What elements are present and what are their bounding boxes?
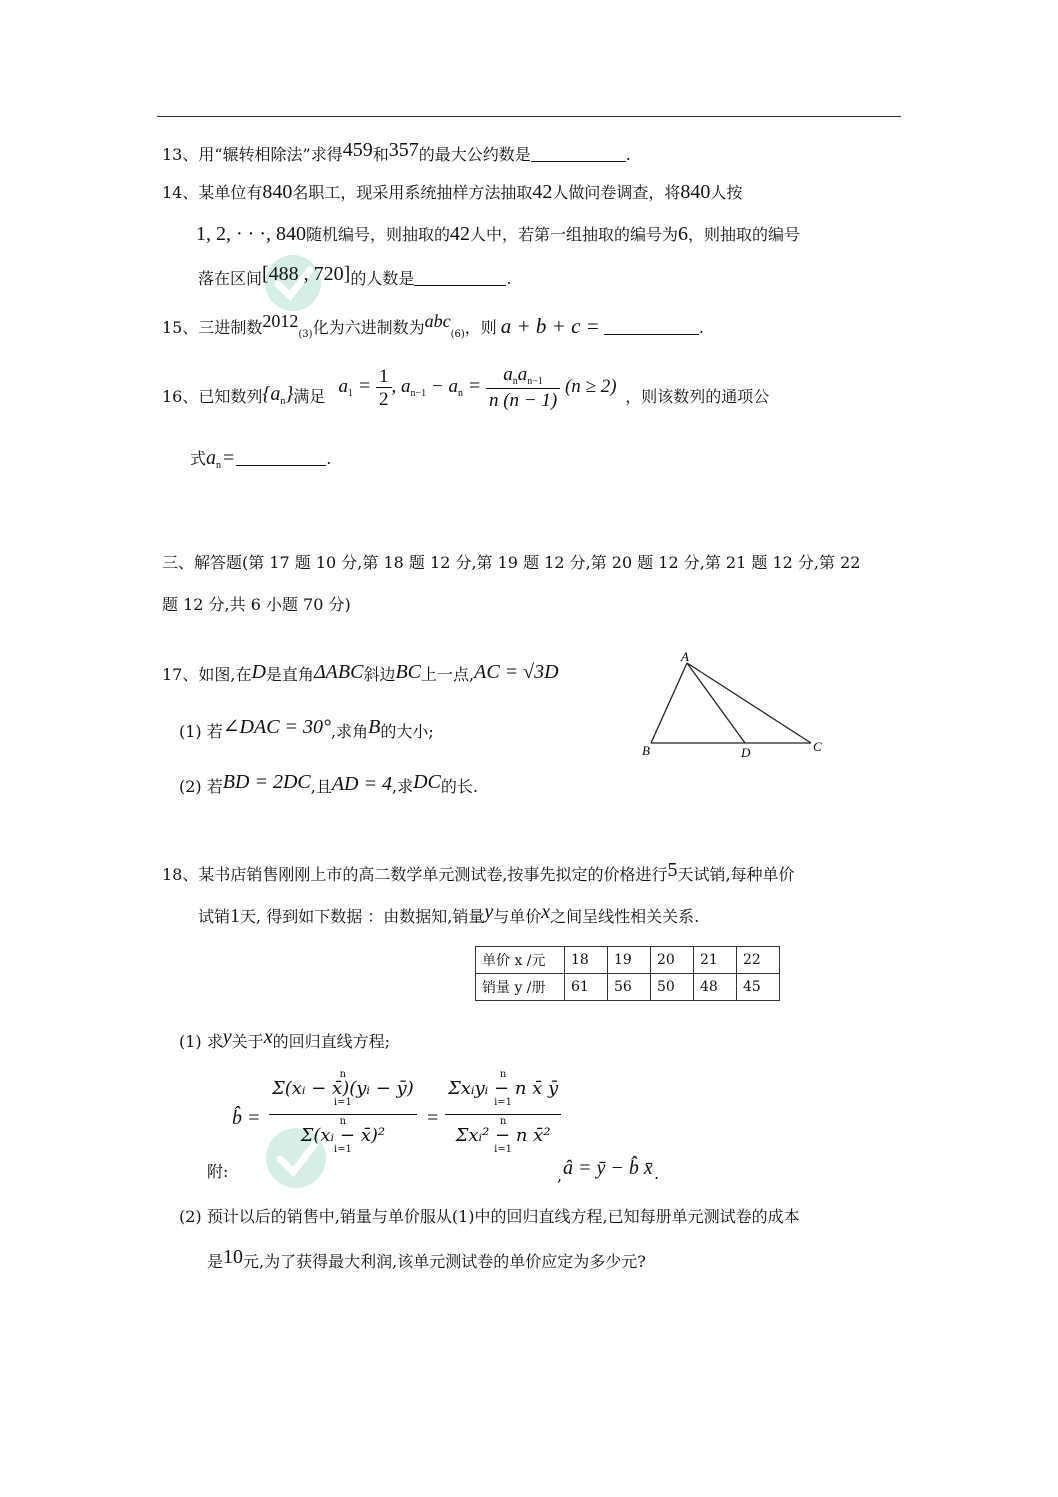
question-text: 的大小; <box>380 722 434 741</box>
question-text: 名职工，现采用系统抽样方法抽取 <box>292 183 533 202</box>
math-number: 459 <box>342 139 373 161</box>
part-number: (1) <box>179 1032 202 1051</box>
side-ac <box>687 663 811 743</box>
table-cell: 56 <box>608 974 651 1001</box>
table-cell: 20 <box>651 947 694 974</box>
fraction-2: n Σxᵢyᵢ − n x̄ ȳ i=1 n Σxᵢ² − n x̄² i=1 <box>445 1070 561 1155</box>
math-expression: a + b + c = <box>500 314 600 338</box>
answer-blank[interactable] <box>414 269 506 286</box>
question-text: 的长. <box>440 777 478 796</box>
question-text: 斜边 <box>363 665 396 684</box>
question-text: 天, 得到如下数据 ：由数据知,销量 <box>240 907 485 926</box>
math-number: 10 <box>223 1246 244 1268</box>
question-text: ，则 <box>464 318 497 337</box>
answer-blank[interactable] <box>236 449 326 466</box>
punctuation: . <box>625 145 631 164</box>
question-18-line-2 <box>198 902 699 926</box>
question-text: 落在区间 <box>198 269 263 288</box>
question-13 <box>162 140 631 163</box>
question-17 <box>162 662 559 683</box>
table-cell: 48 <box>694 974 737 1001</box>
vertex-label-c: C <box>813 739 822 754</box>
question-18-part-2-line-2 <box>207 1247 646 1270</box>
question-text: 关于 <box>231 1032 264 1051</box>
question-text: 某单位有 <box>198 183 263 202</box>
table-cell: 45 <box>737 974 780 1001</box>
math-triangle: ΔABC <box>313 661 364 683</box>
math-variable: abc <box>424 311 451 331</box>
question-text: 如图,在 <box>198 665 252 684</box>
math-variable: D <box>251 661 266 683</box>
question-text: 某书店销售刚刚上市的高二数学单元测试卷,按事先拟定的价格进行 <box>198 865 668 884</box>
question-number: 18、 <box>162 865 199 884</box>
table-row <box>476 974 780 1001</box>
question-text: 化为六进制数为 <box>312 318 425 337</box>
question-number: 13、 <box>162 145 199 164</box>
punctuation: , <box>557 1166 563 1185</box>
question-text: 人中，若第一组抽取的编号为 <box>470 225 679 244</box>
question-text: 已知数列 <box>198 386 263 406</box>
question-16 <box>162 365 769 410</box>
table-cell: 18 <box>565 947 608 974</box>
table-header-cell: 销量 y /册 <box>476 974 565 1001</box>
question-14-line-3 <box>198 264 511 287</box>
math-angle: ∠DAC = 30° <box>222 716 332 738</box>
math-subscript: (6) <box>450 329 465 340</box>
math-number: 42 <box>532 181 553 203</box>
side-ab <box>651 663 687 743</box>
question-number: 17、 <box>162 665 199 684</box>
punctuation: . <box>698 318 704 337</box>
table-cell: 50 <box>651 974 694 1001</box>
math-variable: B <box>368 716 381 738</box>
math-number: 42 <box>450 223 470 245</box>
section-heading-cont: 题 12 分,共 6 小题 70 分) <box>162 595 351 614</box>
question-17-part-1 <box>179 717 434 740</box>
question-text: 满足 <box>293 386 326 406</box>
math-number: 6 <box>678 223 689 245</box>
math-b-hat: b̂ = <box>232 1107 261 1129</box>
question-text: 预计以后的销售中,销量与单价服从(1)中的回归直线方程,已知每册单元测试卷的成本 <box>206 1207 800 1226</box>
table-cell: 61 <box>565 974 608 1001</box>
math-variable: x <box>541 901 551 923</box>
question-text: 与单价 <box>493 907 542 926</box>
question-18-line-1 <box>162 860 795 883</box>
fraction-1: n Σ(xᵢ − x̄)(yᵢ − ȳ) i=1 n Σ(xᵢ − x̄)² i=1 <box>269 1070 417 1155</box>
question-14-line-2 <box>196 224 800 244</box>
question-text: 求 <box>206 1032 223 1051</box>
appendix-label: 附: <box>207 1162 229 1181</box>
point-label-d: D <box>741 745 751 760</box>
math-number: 840 <box>680 181 711 203</box>
data-table <box>475 946 780 1001</box>
question-text: 试销 <box>198 907 231 926</box>
section-heading: 三、解答题(第 17 题 10 分,第 18 题 12 分,第 19 题 12 分,第 20 题 12 分,第 21 题 12 分,第 22 <box>162 553 861 572</box>
math-segment: DC <box>413 771 441 793</box>
question-text: ,且 <box>310 777 332 796</box>
math-number: 2012 <box>262 311 299 331</box>
question-text: 若 <box>206 777 223 796</box>
question-number: 14、 <box>162 183 199 202</box>
answer-blank[interactable] <box>531 145 626 162</box>
vertex-label-b: B <box>642 743 650 758</box>
math-number: 357 <box>388 139 419 161</box>
math-variable: y <box>222 1026 232 1048</box>
question-text: 之间呈线性相关关系. <box>550 907 700 926</box>
question-text: ,求 <box>391 777 414 796</box>
math-formula: $a_1$ = $\frac{1}{2}$ , $a_{n-1} - a_n$ = $\frac{a_na_{n-1}}{n (n - 1)}$ (n ≥ 2) <box>338 364 617 411</box>
math-number: 5 <box>667 859 678 881</box>
table-row <box>476 947 780 974</box>
math-subscript: (3) <box>298 329 313 340</box>
question-text: 用“辗转相除法”求得 <box>198 145 343 164</box>
math-variable: $a_n$ <box>206 447 222 471</box>
question-text: 若 <box>206 722 223 741</box>
part-number: (1) <box>179 722 202 741</box>
math-variable: y <box>484 901 494 923</box>
table-header-cell: 单价 x /元 <box>476 947 565 974</box>
math-operator: = <box>223 447 235 469</box>
math-expression: AC = √3D <box>474 661 559 683</box>
part-number: (2) <box>179 777 202 796</box>
question-text: 元,为了获得最大利润,该单元测试卷的单价应定为多少元? <box>243 1252 646 1271</box>
math-a-hat: â = ȳ − b̂ x̄ <box>563 1157 653 1179</box>
question-text: 是 <box>207 1252 224 1271</box>
question-17-part-2 <box>179 772 478 795</box>
vertex-label-a: A <box>681 649 689 664</box>
question-text: ,求角 <box>331 722 369 741</box>
math-sequence: $\{a_n\}$ <box>262 382 294 407</box>
math-segment: BC <box>395 661 422 683</box>
math-interval: [488 , 720] <box>262 263 351 285</box>
question-15 <box>162 312 704 340</box>
math-number: 840 <box>262 181 293 203</box>
punctuation: . <box>326 449 332 468</box>
math-sequence: 1, 2, · · ·, 840 <box>196 223 306 245</box>
header-rule <box>157 116 901 117</box>
question-text: 的回归直线方程; <box>272 1032 390 1051</box>
question-text: 随机编号，则抽取的 <box>305 225 450 244</box>
punctuation: . <box>654 1164 660 1183</box>
table-cell: 21 <box>694 947 737 974</box>
math-variable: x <box>263 1026 273 1048</box>
question-18-part-1 <box>179 1027 390 1050</box>
question-text: 是直角 <box>265 665 314 684</box>
punctuation: . <box>506 269 512 288</box>
question-text: ，则该数列的通项公 <box>625 386 770 406</box>
question-text: 天试销,每种单价 <box>677 865 795 884</box>
question-text: 式 <box>190 449 207 468</box>
question-16-line-2 <box>190 448 331 471</box>
question-text: 上一点, <box>421 665 475 684</box>
question-text: 和 <box>372 145 389 164</box>
table-cell: 19 <box>608 947 651 974</box>
answer-blank[interactable] <box>604 318 699 335</box>
math-number: 1 <box>230 905 241 927</box>
triangle-figure <box>635 645 835 765</box>
question-text: 人按 <box>710 183 743 202</box>
question-14-line-1 <box>162 182 742 202</box>
question-number: 15、 <box>162 318 199 337</box>
segment-ad <box>687 663 745 743</box>
question-text: 的最大公约数是 <box>418 145 531 164</box>
table-cell: 22 <box>737 947 780 974</box>
question-text: ，则抽取的编号 <box>688 225 801 244</box>
part-number: (2) <box>179 1207 202 1226</box>
question-text: 三进制数 <box>198 318 263 337</box>
math-expression: BD = 2DC <box>222 771 311 793</box>
math-expression: AD = 4 <box>331 773 392 795</box>
question-18-part-2 <box>179 1209 800 1225</box>
question-text: 人做问卷调查，将 <box>552 183 681 202</box>
question-number: 16、 <box>162 386 199 406</box>
math-operator: = <box>427 1107 439 1129</box>
question-text: 的人数是 <box>350 269 415 288</box>
